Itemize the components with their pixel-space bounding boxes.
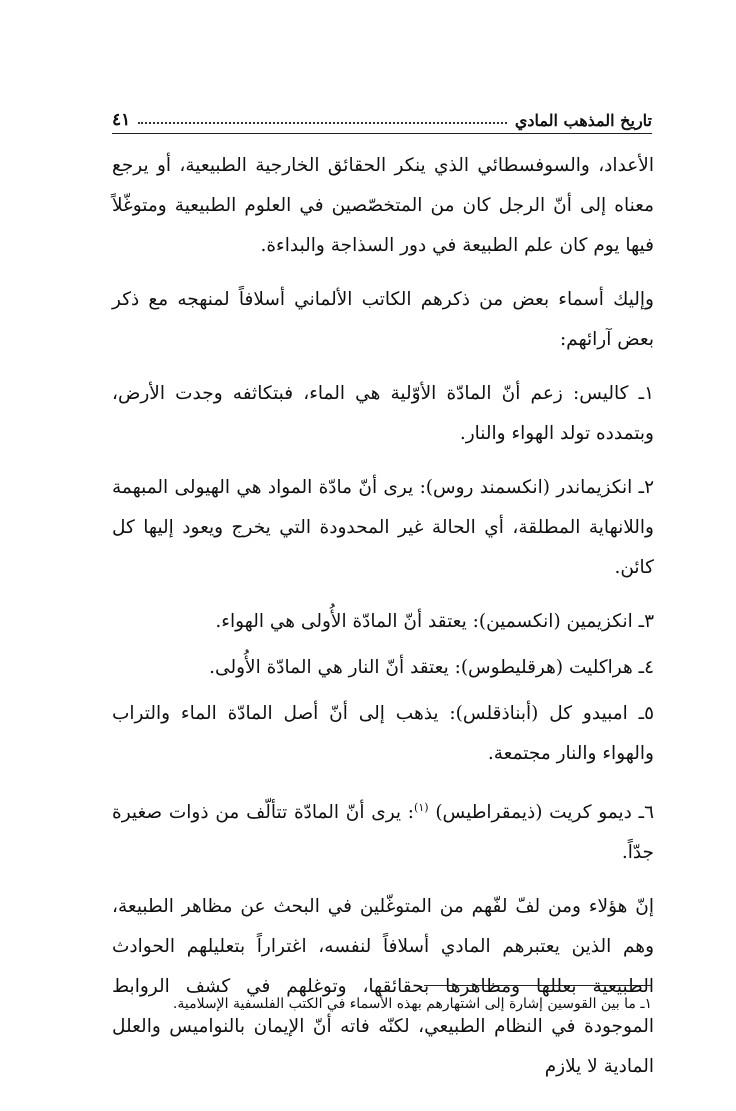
body-text	[112, 146, 654, 1101]
paragraph: إنّ هؤلاء ومن لفّ لفّهم من المتوغّلين في البحث عن مظاهر الطبيعة، وهم الذين يعتبرهم المادي أسلافاً لنفسه، اغتراراً بتعليلهم الحوادث الطبيعية بعللها ومظاهرها بحقائقها، وتوغلهم في كشف الروابط الموجودة في النظام الطبيعي، لكنّه فاته أنّ الإيمان بالنواميس والعلل المادية لا يلازم	[112, 896, 654, 1078]
footnote-reference: (١)	[414, 801, 429, 814]
running-header-title: تاريخ المذهب المادي	[514, 111, 652, 130]
list-item	[112, 788, 654, 873]
list-item: ٤ـ هراكليت (هرقليطوس): يعتقد أنّ النار هي المادّة الأُولى.	[209, 657, 654, 678]
page-number: ٤١	[112, 110, 131, 130]
list-item: ٢ـ انكزيماندر (انكسمند روس): يرى أنّ مادّة المواد هي الهيولى المبهمة واللانهاية المطلقة، أي الحالة غير المحدودة التي يخرج ويعود إليها كل كائن.	[112, 477, 654, 578]
list-item-text: ٦ـ ديمو كريت (ذيمقراطيس)	[435, 802, 654, 824]
paragraph: الأعداد، والسوفسطائي الذي ينكر الحقائق الخارجية الطبيعية، أو يرجع معناه إلى أنّ الرجل كان من المتخصّصين في العلوم الطبيعية ومتوغّلاً فيها يوم كان علم الطبيعة في دور السذاجة والبداءة.	[112, 155, 654, 256]
running-header	[112, 100, 652, 130]
list-item-text: : يرى أنّ المادّة تتألّف من ذوات صغيرة جدّاً.	[112, 802, 654, 864]
header-dotted-leader	[138, 122, 507, 124]
list-item: ١ـ كاليس: زعم أنّ المادّة الأوّلية هي الماء، فبتكاثفه وجدت الأرض، وبتمدده تولد الهواء والنار.	[112, 383, 654, 444]
footnote-divider	[424, 985, 652, 986]
footnote: ١ـ ما بين القوسين إشارة إلى اشتهارهم بهذه الأسماء في الكتب الفلسفية الإسلامية.	[172, 996, 652, 1012]
list-item: ٣ـ انكزيمين (انكسمين): يعتقد أنّ المادّة الأُولى هي الهواء.	[215, 611, 654, 632]
paragraph: وإليك أسماء بعض من ذكرهم الكاتب الألماني أسلافاً لمنهجه مع ذكر بعض آرائهم:	[112, 289, 654, 350]
header-divider	[112, 133, 652, 134]
list-item: ٥ـ امبيدو كل (أبناذقلس): يذهب إلى أنّ أصل المادّة الماء والتراب والهواء والنار مجتمعة.	[112, 703, 654, 764]
